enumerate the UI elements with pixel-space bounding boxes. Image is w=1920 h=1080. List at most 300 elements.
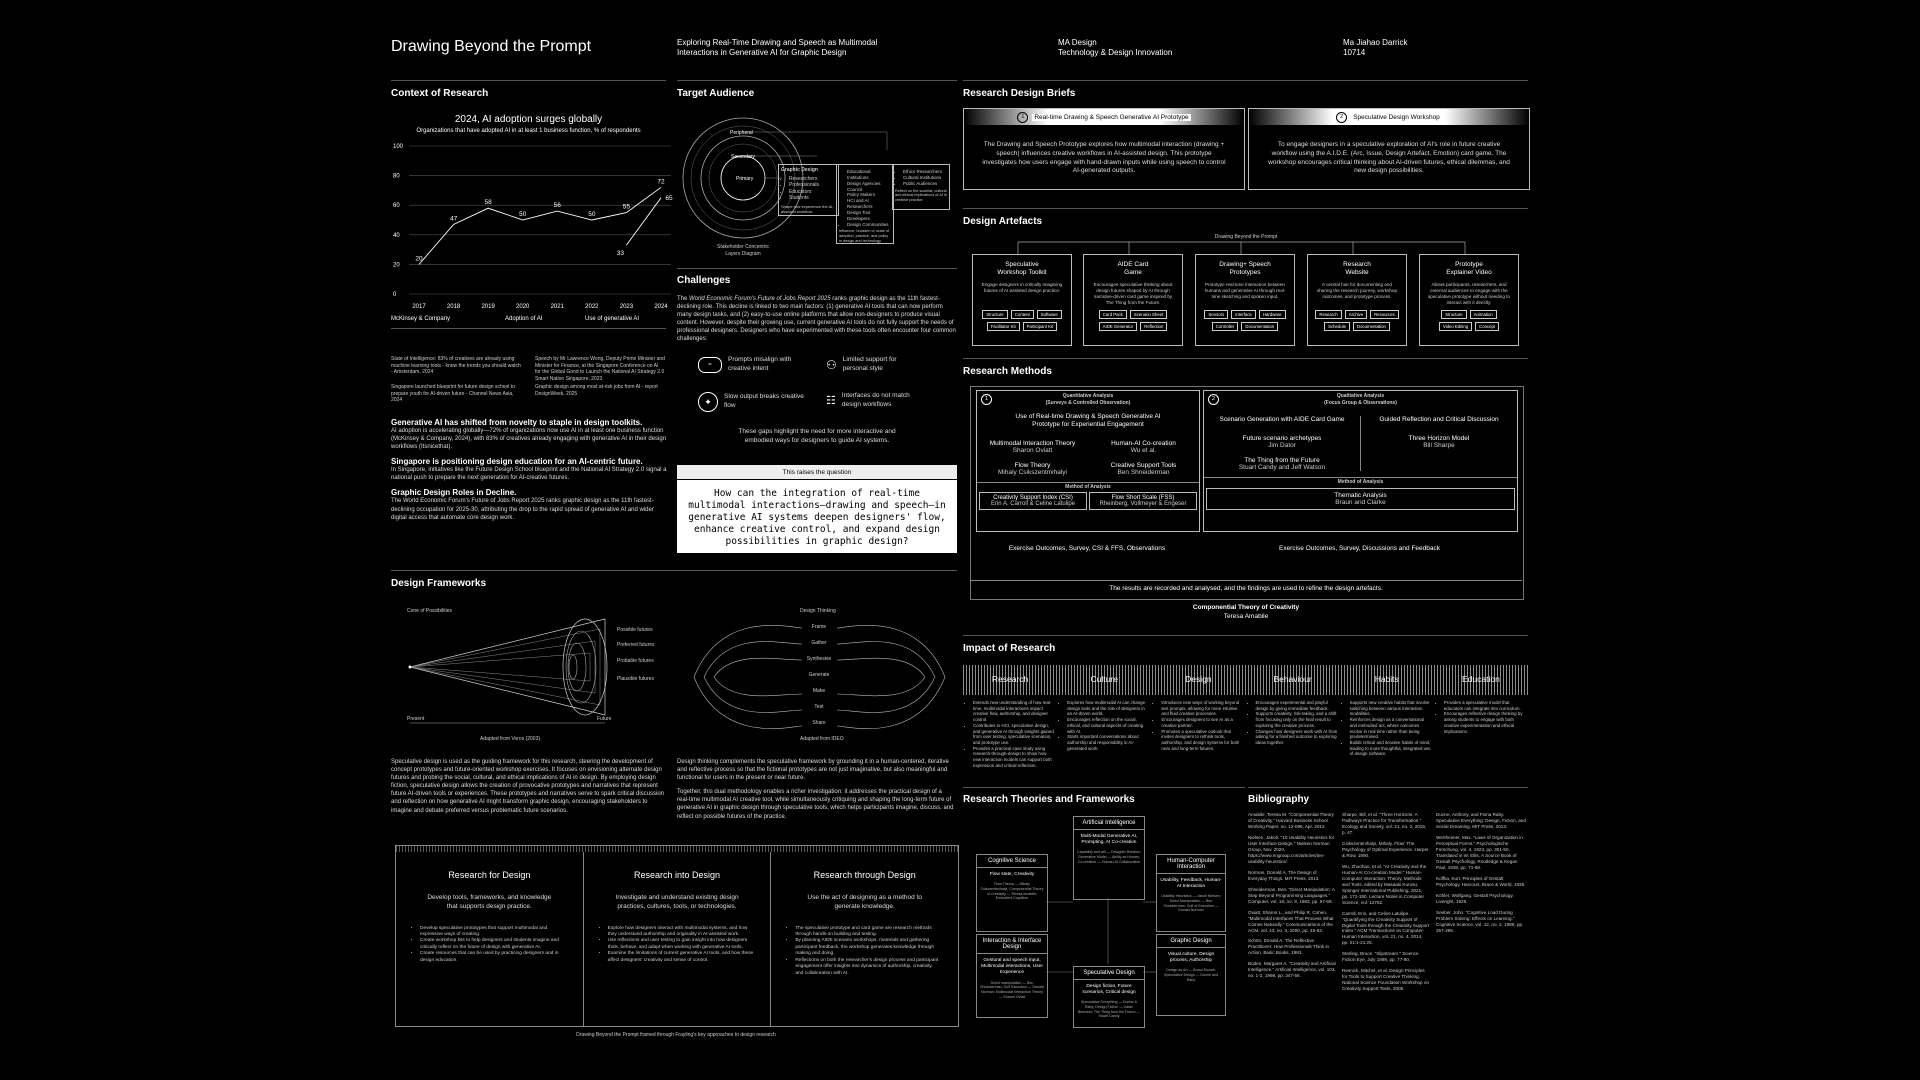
artefact-tags — [1424, 310, 1514, 331]
challenges-title: Challenges — [677, 275, 731, 286]
theory-item — [1361, 435, 1517, 449]
theory-name: The Thing from the Future — [1244, 457, 1320, 464]
artefact-title-2: Website — [1345, 268, 1369, 276]
theory-node-title: Human-Computer Interaction — [1157, 855, 1225, 874]
theory-item — [1204, 435, 1360, 449]
method-2-cols — [1204, 416, 1517, 471]
theory-author: Mihaly Csikszentmihalyi — [998, 468, 1067, 476]
challenges-body-report: World Economic Forum's Future of Jobs Report 2025 — [689, 296, 831, 302]
frayling-desc: Use the act of designing as a method to generate knowledge. — [807, 894, 922, 910]
series-line-adoption — [419, 187, 661, 264]
student-id: 10714 — [1343, 48, 1366, 58]
list-item: • Public Audiences — [903, 181, 947, 187]
dt-step: Frame — [811, 624, 827, 630]
artefact-title — [1420, 261, 1518, 277]
artefact-title-1: Speculative — [1005, 261, 1039, 268]
x-tick-label: 2021 — [550, 304, 564, 310]
method-2-head-2: (Focus Group & Observations) — [1324, 399, 1397, 406]
theory-node — [1156, 934, 1226, 1016]
analysis-name: Creativity Support Index (CSI) — [993, 495, 1073, 502]
method-1-theories — [977, 440, 1199, 476]
data-label: 65 — [665, 194, 673, 202]
brief-2-number: 2 — [1336, 112, 1347, 123]
primary-note: Shape and experience the AI-assisted workflow — [781, 203, 834, 214]
bibliography-title: Bibliography — [1248, 794, 1310, 805]
method-2 — [1203, 390, 1518, 532]
poster-title: Drawing Beyond the Prompt — [391, 38, 592, 55]
artefact-desc: Allows participants, researchers, and external audiences to engage with the speculative prototype without needing to interact with it directly. — [1428, 281, 1510, 305]
theory-node-note: Capability and will — Designer Relation; Generative Model — Ability as Human; Co-creation — Human-AI Collaboration — [1077, 850, 1141, 864]
bibliography-entry: Koffka, Kurt. Principles of Gestalt Psychology. Harcourt, Brace & World, 1935. — [1436, 875, 1526, 887]
brief-1 — [963, 108, 1245, 190]
y-tick-label: 40 — [393, 232, 400, 239]
bibliography-entry: Shneiderman, Ben. "Direct Manipulation: A Step Beyond Programming Languages." Computer, vol. 16, no. 8, 1983, pp. 57-69. — [1248, 886, 1335, 904]
data-label: 20 — [415, 255, 423, 263]
list-item: • Builds critical and iterative habits of mind, leading to more thoughtful, integrated use of design software. — [1350, 740, 1432, 757]
list-item: • Changes how designers work with AI from asking for a finished outcome to exploring ideas together. — [1256, 729, 1338, 746]
challenges-body-post: ranks graphic design as the 11th fastest-declining role. This decline is linked to two main factors: (1) generative AI tools that can now perform many design tasks, and (2) easy-to-use online platforms that allow non-designers to produce visual content. However, despite their growing use, current generative AI tools do not fully support the needs of professional designers. Designers who have experimented with these tools often encounter four common challenges: — [677, 296, 956, 343]
impact-title: Impact of Research — [963, 643, 1056, 654]
brief-1-text: The Drawing and Speech Prototype explores how multimodal interaction (drawing + speech) influences creative workflows in AI-assisted design. This prototype investigates how users engage with hand-drawn inputs while using speech to control AI-generated outputs. — [982, 141, 1226, 175]
list-item: • Researchers — [789, 176, 836, 183]
bibliography-entry: Köhler, Wolfgang. Gestalt Psychology. Liveright, 1929. — [1436, 892, 1514, 904]
cone-label-plausible: Plausible futures — [617, 676, 654, 682]
secondary-note: Influence, broaden or scale of adoption, practice, and policy in design and technology — [839, 229, 890, 244]
frayling-list — [420, 926, 567, 965]
theory-node-sub: Gestural and speech input, Multimodal interactions, User Experience — [981, 958, 1043, 976]
theory-author: Wu et al. — [1130, 446, 1157, 454]
artefact-tag: Animation — [1470, 310, 1497, 319]
brief-1-title: Real-time Drawing & Speech Generative AI Prototype — [1034, 113, 1189, 121]
cone-label-probable: Probable futures — [617, 658, 654, 664]
theory-node-sub: Design fiction, Future scenarios, Critical design — [1082, 984, 1136, 996]
csi-box — [979, 492, 1087, 510]
prompt-icon: ≈ — [698, 357, 722, 373]
frayling-desc: Investigate and understand existing design practices, cultures, tools, or technologies. — [615, 894, 739, 910]
theory-node-title: Cognitive Science — [977, 855, 1047, 868]
frameworks-left-text: Speculative design is used as the guiding framework for this research, steering the development of concept prototypes and future-oriented workshop exercises. It focuses on envisioning alternate design futures and probing the social, cultural, and ethical implications of AI in design. By employing design fiction, speculative design allows the creation of provocative prototypes and narratives that represent future AI-driven tools or experiences. These prototypes and narratives serve to spark critical discussion and reflection on how generative AI might transform graphic design, encouraging stakeholders to imagine and debate preferred versus problematic future scenarios. — [391, 759, 665, 814]
method-2-number: 2 — [1208, 394, 1219, 405]
quote-4: Graphic design among most at-risk jobs from AI - report DesignWeek, 2025 — [535, 384, 658, 397]
x-tick-label: 2017 — [412, 304, 426, 310]
dt-step: Make — [812, 688, 826, 694]
method-1-head — [977, 391, 1199, 406]
impact-list — [1444, 700, 1526, 734]
theory-node — [976, 854, 1048, 932]
theory-node — [1156, 854, 1226, 932]
briefs-title: Research Design Briefs — [963, 88, 1076, 99]
theory-node-note: Direct manipulation — Ben Shneiderman; Gulf Execution — Donald Norman; Multimodal Interaction Theory — Sharon Oviatt — [980, 980, 1044, 999]
artefact-tag: Documentation — [1353, 322, 1390, 331]
theory-node — [1073, 816, 1145, 900]
challenges-body — [677, 295, 957, 344]
bibliography-entry: Seeber, John. "Cognitive Load During Problem Solving: Effects on Learning." Cognitive Science, vol. 12, no. 2, 1988, pp. 257-285. — [1436, 909, 1524, 933]
peripheral-box — [892, 164, 950, 210]
dt-step: Synthesise — [806, 656, 832, 662]
artefacts-title: Design Artefacts — [963, 216, 1043, 227]
method-1-analysis-label: Method of Analysis — [977, 482, 1199, 491]
poster-subtitle — [677, 38, 877, 59]
frameworks-right-text — [677, 758, 955, 821]
cone-label-preferred: Preferred futures — [617, 642, 655, 648]
list-item: • Examine the limitations of current generative AI tools, and how these affect designers' creativity and sense of control. — [608, 951, 755, 964]
challenges-body-pre: The — [677, 296, 690, 302]
challenge-3 — [698, 392, 804, 412]
method-1-head-2: (Surveys & Controlled Observation) — [1045, 399, 1131, 406]
challenge-2 — [826, 356, 923, 374]
method-2-head-1: Qualitative Analysis — [1336, 393, 1385, 399]
theory-node-note: Flow Theory — Mihaly Csikszentmihalyi; Componential Theory of Creativity — Teresa Amabile; Embodied Cognition — [980, 882, 1044, 901]
frameworks-title: Design Frameworks — [391, 578, 487, 589]
theory-node-title: Interaction & Interface Design — [977, 935, 1047, 954]
artefact-desc: Engage designers in critically imagining futures of AI-assisted design practice. — [981, 281, 1063, 293]
artefact-tag: Scenario Sheet — [1130, 310, 1167, 319]
bibliography-entry: Carroll, Erin, and Celine Latulipe. "Quantifying the Creativity Support of Digital Tools through the Creativity Support Index." ACM Transactions on Computer-Human Interaction, vol. 21, no. 4, 2014, pp. 21:1-21:25. — [1342, 910, 1429, 946]
dt-caption: Adapted from IDEO — [800, 736, 844, 742]
author-info — [1343, 38, 1407, 59]
chart-title: 2024, AI adoption surges globally — [454, 114, 603, 125]
frayling-cols — [396, 852, 958, 1026]
divider — [391, 80, 666, 81]
ring-label-peripheral: Peripheral — [730, 130, 753, 136]
theory-author: Ben Shneiderman — [1117, 468, 1170, 476]
y-tick-label: 80 — [393, 173, 400, 180]
artefact-tag: Software — [1037, 310, 1062, 319]
artefact-tag: Archive — [1345, 310, 1367, 319]
dt-step: Gather — [811, 640, 827, 646]
adoption-line-chart — [391, 138, 676, 318]
list-item: • Encourages designers to see AI as a creative partner. — [1161, 717, 1243, 728]
x-tick-label: 2023 — [619, 304, 634, 310]
chart-legend-1: Adoption of AI — [505, 316, 543, 322]
chart-subtitle: Organizations that have adopted AI in at least 1 business function, % of respondents — [416, 128, 641, 134]
method-1 — [976, 390, 1200, 532]
analysis-author: Erin A. Carroll & Celine Latulipe — [990, 501, 1076, 508]
method-2-col-title: Scenario Generation with AIDE Card Game — [1219, 416, 1345, 423]
cone-present: Present — [407, 716, 425, 722]
theory-author: Jim Dator — [1268, 442, 1296, 449]
artefacts-root: Drawing Beyond the Prompt — [1214, 234, 1278, 240]
analysis-name: Flow Short Scale (FSS) — [1111, 495, 1175, 502]
theory-title: Componential Theory of Creativity — [1192, 604, 1300, 611]
method-2-outcome: Exercise Outcomes, Survey, Discussions and Feedback — [1278, 545, 1440, 552]
theory-item — [1088, 440, 1199, 454]
analysis-author: Rheinberg, Vollmeyer & Engeser — [1099, 501, 1187, 508]
artefact-title-2: Prototypes — [1229, 268, 1261, 276]
list-item: • Professionals — [789, 182, 836, 189]
impact-list — [1256, 700, 1338, 746]
impact-list — [1350, 700, 1432, 757]
thematic-box — [1206, 488, 1515, 510]
subtitle-line-2: Interactions in Generative AI for Graphic Design — [677, 48, 847, 58]
method-1-analysis — [979, 492, 1197, 510]
method-1-head-1: Quantitative Analysis — [1062, 393, 1114, 399]
theory-name: Multimodal Interaction Theory — [989, 439, 1076, 447]
method-1-number: 1 — [981, 394, 992, 405]
impact-heading: Research — [991, 674, 1029, 684]
artefact-tag: Content — [1011, 310, 1034, 319]
context-heading-1: Generative AI has shifted from novelty to staple in design toolkits. — [391, 418, 643, 427]
dt-step: Test — [814, 704, 824, 710]
theory-name: Creative Support Tools — [1110, 461, 1177, 469]
bibliography-entry: Csikszentmihalyi, Mihaly. Flow: The Psychology of Optimal Experience. Harper & Row, 1990. — [1342, 840, 1429, 858]
list-item: • The speculative prototype and card game are research methods through hands-on building and testing. — [795, 926, 942, 939]
ring-label-secondary: Secondary — [731, 154, 755, 160]
method-1-sub-2: Prototype for Experiential Engagement — [1032, 421, 1144, 429]
impact-heading: Design — [1185, 674, 1212, 684]
artefact-tags — [1312, 310, 1402, 331]
artefact-tag: Reflection — [1140, 322, 1167, 331]
artefact-title-1: Research — [1343, 261, 1371, 268]
bibliography-entry: Sterling, Bruce. "Slipstream." Science Fiction Eye, July 1989, pp. 77-80. — [1342, 951, 1419, 963]
theory-item — [977, 462, 1088, 476]
list-item: • HCI and AI Researchers — [847, 198, 891, 210]
bibliography-entry: Resnick, Mitchel, et al. Design Principles for Tools to Support Creative Thinking. National Science Foundation Workshop on Creativity Support Tools, 2005. — [1342, 968, 1429, 992]
context-text-3: The World Economic Forum's Future of Jobs Report 2025 ranks graphic design as the 11th fastest-declining occupation for 2025-30, attributing the drop to the rapid spread of generative AI and wider digital access that automate core design work. — [391, 498, 654, 521]
research-question: How can the integration of real-time multimodal interactions—drawing and speech—in generative AI systems deepen designers' flow, enhance creative control, and expand design possibilities in graphic design? — [688, 488, 946, 547]
theory-item — [977, 440, 1088, 454]
theory-item — [1088, 462, 1199, 476]
artefact-title — [973, 261, 1071, 277]
bibliography-entry: Wertheimer, Max. "Laws of Organization in Perceptual Forms." Psychologische Forschung, vol. 4, 1923, pp. 301-50. Translated in W. Ellis, A Source Book of Gestalt Psychology, Routledge & Kegan Paul, 1938, pp. 71-88. — [1436, 834, 1523, 870]
list-item: • Extends new understanding of how real-time, multimodal interactions impact creative flow, authorship, and designer control. — [973, 700, 1055, 723]
divider — [963, 787, 1245, 788]
artefact-title-1: Drawing+ Speech — [1219, 261, 1271, 268]
impact-list — [1067, 700, 1149, 751]
bib-col-3 — [1436, 812, 1528, 938]
artefact-title — [1196, 261, 1294, 277]
method-1-sub — [977, 413, 1199, 430]
artefact-title-2: Workshop Toolkit — [997, 268, 1047, 276]
theory-name: Human-AI Co-creation — [1111, 439, 1176, 447]
frayling-list — [608, 926, 755, 965]
divider — [391, 570, 957, 571]
x-tick-label: 2020 — [516, 304, 530, 310]
person-icon: ⚇ — [826, 357, 837, 372]
divider — [677, 268, 957, 269]
list-item: • Use reflections and user testing to gain insight into how designers think, behave, and adapt when working with generative AI tools. — [608, 938, 755, 951]
artefact-card — [1195, 254, 1295, 346]
context-text-2: In Singapore, initiatives like the Future Design School blueprint and the National AI Strategy 2.0 signal a national push to prepare the next generation for AI-creative futures. — [391, 467, 667, 482]
methods-title: Research Methods — [963, 366, 1052, 377]
bibliography-entry: Norman, Donald A. The Design of Everyday Things. MIT Press, 2013. — [1248, 869, 1320, 881]
y-tick-label: 100 — [393, 144, 404, 150]
artefact-tags — [1088, 310, 1178, 331]
theory-node-title: Artificial Intelligence — [1074, 817, 1144, 830]
author-name: Ma Jiahao Darrick — [1343, 38, 1408, 47]
artefact-tag: Hardware — [1259, 310, 1286, 319]
theory-node-sub: Usability, Feedback, Human-AI Interaction — [1160, 878, 1222, 890]
x-tick-label: 2018 — [446, 304, 461, 310]
data-label: 47 — [449, 215, 458, 223]
theory-node-title: Speculative Design — [1074, 967, 1144, 980]
theory-node-note: Design as Art — Bruno Munari; Speculative Design — Dunne and Raby — [1164, 968, 1218, 982]
theory-node-sub: Multi-Modal Generative AI, Prompting, AI Co-creation — [1080, 834, 1138, 846]
y-tick-label: 60 — [393, 203, 400, 210]
list-item: • Design Communities — [847, 222, 891, 228]
context-heading-2: Singapore is positioning design education for an AI-centric future. — [391, 457, 643, 467]
audience-title: Target Audience — [677, 88, 755, 99]
bibliography-entry: Nielsen, Jakob. "10 Usability Heuristics for User Interface Design." Nielsen Norman Group, Nov. 2020, https://www.nngroup.com/articles/ten-usability-heuristics/. — [1248, 834, 1335, 864]
frayling-column — [770, 852, 958, 1026]
context-title: Context of Research — [391, 88, 489, 99]
primary-box — [778, 164, 839, 216]
methods-results: The results are recorded and analysed, and the findings are used to refine the design artefacts. — [970, 580, 1522, 592]
list-item: • Provides a practical case study using research-through-design to show how new interaction models can support both expression and critical reflection. — [973, 746, 1055, 769]
divider — [963, 635, 1528, 636]
artefact-tag: Structure — [982, 310, 1007, 319]
question-label: This raises the question — [677, 465, 957, 480]
theory-node-sub: Flow state, Creativity — [989, 872, 1035, 877]
bibliography-entry: Schön, Donald A. The Reflective Practitioner: How Professionals Think in Action. Basic Books, 1983. — [1248, 938, 1330, 956]
context-text-1: AI adoption is accelerating globally—72% of organizations now use AI in at least one business function (McKinsey & Company, 2024), with 83% of creatives already engaging with generative AI in their design workflows (Itsnicethat). — [391, 428, 667, 451]
program-line-1: MA Design — [1058, 38, 1097, 47]
artefact-card — [1083, 254, 1183, 346]
list-item: • Reflections on both the researcher's design process and participant engagement offer insights into dynamics of authorship, creativity, and collaboration with AI. — [795, 958, 942, 977]
list-item: • Council — [847, 187, 891, 193]
diagram-caption: Stakeholder Concentric Layers Diagram — [717, 244, 769, 257]
frayling-title: Research into Design — [633, 870, 721, 880]
x-tick-label: 2019 — [481, 304, 495, 310]
theory-node — [1073, 966, 1145, 1028]
artefact-title-1: Prototype — [1455, 261, 1483, 268]
frayling-list — [795, 926, 942, 978]
list-item: • By planning AIDE scenario workshops, materials and gathering participant feedback, the workshop generates knowledge through making and doing. — [795, 938, 942, 957]
challenge-text: Slow output breaks creative flow — [724, 393, 804, 409]
bibliography-entry: Wu, Zhuohao, et al. "AI Creativity and the Human-AI Co-creation Model." Human-Computer Interaction: Theory, Methods and Tools, edited by Masaaki Kurosu, Springer International Publishing, 2021, pp. 171-190. Lecture Notes in Computer Science, vol. 12762. — [1342, 863, 1427, 905]
method-1-sub-1: Use of Real-time Drawing & Speech Generative AI — [1015, 413, 1161, 420]
artefact-tag: AIDE Generator — [1099, 322, 1138, 331]
challenge-1 — [698, 356, 808, 374]
list-item: • Starts important conversations about authorship and responsibility in AI-generated work. — [1067, 734, 1149, 751]
data-label: 56 — [553, 202, 561, 210]
artefact-tag: Research — [1315, 310, 1341, 319]
challenge-text: Limited support for personal style — [842, 356, 897, 372]
list-item: • Create resources that can be used by practicing designers and in design education. — [420, 951, 567, 964]
theory-name: Future scenario archetypes — [1242, 435, 1322, 442]
context-body — [391, 418, 669, 522]
brief-2 — [1248, 108, 1530, 190]
brief-2-title: Speculative Design Workshop — [1353, 113, 1440, 121]
cone-title: Cone of Possibilities — [407, 608, 453, 614]
list-item: • Contributes to HCI, speculative design, and generative AI through insights gained from user testing, speculative scenarios, and prototype use. — [973, 723, 1055, 746]
impact-heading: Habits — [1374, 674, 1399, 684]
artefact-tag: Interface — [1231, 310, 1256, 319]
list-item: • Promotes a speculative outlook that invites designers to rethink tools, authorship, and design systems for both near and long-term futures. — [1161, 729, 1243, 752]
frayling-desc: Develop tools, frameworks, and knowledge that supports design practice. — [427, 894, 552, 910]
x-tick-label: 2024 — [654, 304, 668, 310]
artefact-desc: A central hub for documenting and sharing the research journey, workshop outcomes, and prototype process. — [1316, 281, 1398, 299]
artefact-title-2: Explainer Video — [1446, 268, 1492, 276]
list-item: • Design Agencies — [847, 181, 891, 187]
divider — [963, 208, 1528, 209]
artefact-desc: Prototype real-time interaction between humans and generative AI through real-time sketching and spoken input. — [1204, 281, 1286, 299]
data-label: 58 — [484, 199, 492, 207]
artefact-card — [1419, 254, 1519, 346]
artefact-tag: Sensors — [1204, 310, 1228, 319]
primary-title: Graphic Design — [781, 167, 818, 173]
list-item: • Explores how multimodal AI can change design tools and the role of designers in an AI-driven world. — [1067, 700, 1149, 717]
theories-title: Research Theories and Frameworks — [963, 794, 1135, 805]
list-item: • Students — [789, 195, 836, 202]
artefact-title — [1308, 261, 1406, 277]
frayling-box — [395, 845, 959, 1027]
artefact-title-2: Game — [1124, 268, 1142, 276]
bibliography-entry: Sharpe, Bill, et al. "Three Horizons: A Pathways Practice for Transformation." Ecology and Society, vol. 21, no. 2, 2016, p. 47. — [1342, 812, 1427, 835]
divider — [1248, 787, 1528, 788]
spark-icon: ✦ — [698, 392, 718, 412]
cone-future: Future — [597, 716, 612, 722]
artefact-tag: Video Editing — [1439, 322, 1472, 331]
context-heading-3: Graphic Design Roles in Decline. — [391, 488, 517, 498]
secondary-box — [836, 164, 894, 244]
artefact-card — [1307, 254, 1407, 346]
divider — [391, 328, 666, 329]
y-tick-label: 0 — [393, 292, 397, 298]
list-item: • Educational Institutions — [847, 169, 891, 181]
frayling-title: Research for Design — [448, 870, 531, 880]
program — [1058, 38, 1172, 59]
list-item: • Create workshop kits to help designers and students imagine and critically reflect on the future of design with generative AI. — [420, 938, 567, 951]
theory-author: Teresa Amabile — [1223, 613, 1269, 620]
theory-node — [976, 934, 1048, 1018]
list-item: • Reinforces design as a conversational and embodied act, where outcomes evolve in real time rather than being predetermined. — [1350, 717, 1432, 740]
challenge-4 — [826, 392, 922, 410]
chart-legend-2: Use of generative AI — [585, 316, 640, 322]
method-2-analysis-label: Method of Analysis — [1204, 477, 1517, 486]
challenges-note: These gaps highlight the need for more interactive and embodied ways for designers to guide AI systems. — [738, 428, 896, 444]
secondary-list — [847, 169, 891, 227]
bibliography-entry: Amabile, Teresa M. "Componential Theory of Creativity." Harvard Business School Working Paper, no. 12-096, Apr. 2012. — [1248, 812, 1334, 829]
artefact-tags — [1200, 310, 1290, 331]
artefacts-tree — [963, 240, 1528, 254]
theory-node-note: Speculative Everything — Dunne & Raby; Design Fiction — Julian Bleecker; The Thing from the Future — Stuart Candy — [1077, 1000, 1141, 1019]
method-2-col — [1360, 416, 1517, 471]
brief-1-number: 1 — [1017, 112, 1028, 123]
data-label: 72 — [657, 178, 665, 186]
frayling-title: Research through Design — [813, 870, 916, 880]
artefact-title — [1084, 261, 1182, 277]
list-item: • Encourages reflection on the social, ethical, and cultural aspects of creating with AI. — [1067, 717, 1149, 734]
frameworks-right-text-1: Design thinking complements the speculative framework by grounding it in a human-centered, iterative and reflective process so that the fictional prototypes are not just imaginative, but also meaningful and functional for users in the present or near future. — [677, 759, 949, 782]
data-label: 50 — [588, 211, 596, 218]
impact-list — [973, 700, 1055, 769]
frayling-caption: Drawing Beyond the Prompt framed through Frayling's key approaches to design research — [576, 1032, 776, 1038]
analysis-author: Braun and Clarke — [1335, 498, 1386, 506]
brief-2-text: To engage designers in a speculative exploration of AI's role in future creative workflow using the A.I.D.E. (Arc, Issue, Design Artefact, Emotion) card game. The workshop encourages critical thinking about AI-driven futures, ethical dilemmas, and new design possibilities. — [1268, 141, 1510, 175]
list-item: • Introduces new ways of working beyond text prompts, allowing for more intuitive and fluid creative processes. — [1161, 700, 1243, 717]
artefact-tag: Concept — [1475, 322, 1499, 331]
data-label: 55 — [622, 203, 631, 211]
impact-heading: Education — [1462, 674, 1500, 684]
interface-icon: ☷ — [826, 395, 836, 408]
quote-3: Singapore launched blueprint for future design school to prepare youth for AI-driven future - Channel News Asia, 2024 — [391, 384, 515, 403]
primary-list — [789, 176, 836, 202]
artefact-tags — [977, 310, 1067, 331]
artefact-tag: Facilitator Kit — [987, 322, 1020, 331]
y-tick-label: 20 — [393, 262, 400, 269]
challenge-text: Interfaces do not match design workflows — [841, 392, 910, 408]
method-1-outcome: Exercise Outcomes, Survey, CSI & FFS, Observations — [1008, 545, 1166, 552]
chart-source: McKinsey & Company — [391, 316, 451, 322]
theory-name: Three Horizon Model — [1408, 435, 1470, 442]
peripheral-list — [903, 169, 947, 187]
artefact-tag: Controller — [1212, 322, 1239, 331]
artefact-tag: Participant Kit — [1023, 322, 1058, 331]
impact-heading: Behaviour — [1273, 674, 1312, 684]
artefact-title-1: AIDE Card — [1117, 261, 1149, 268]
analysis-name: Thematic Analysis — [1334, 491, 1387, 499]
